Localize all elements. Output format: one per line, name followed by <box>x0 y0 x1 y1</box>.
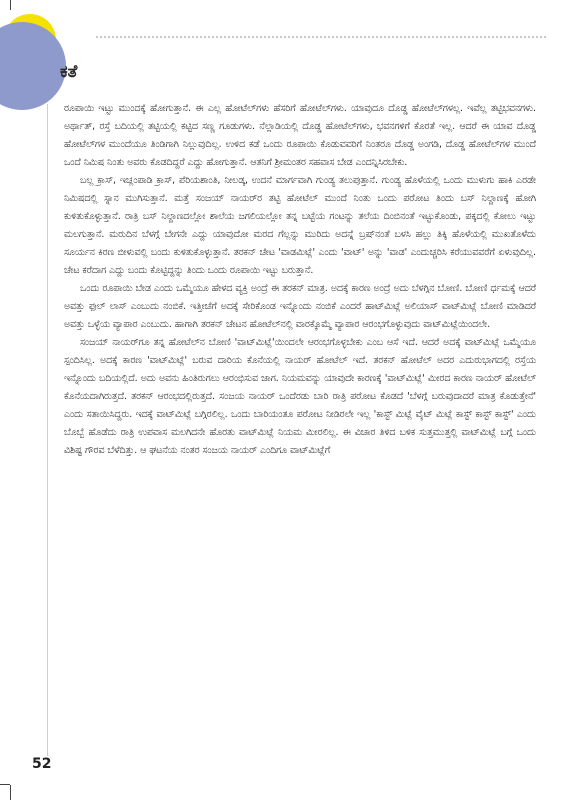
crop-mark-bottom-left-h <box>0 784 10 785</box>
paragraph-2: ಬಲ್ಲ ಕ್ರಾಸ್, ಇಚ್ಲಂಪಾಡಿ ಕ್ರಾಸ್, ಪೆರಿಯಶಾಂತಿ, ನೀಲಡ್ಕ, ಉದನೆ ಮಾರ್ಗವಾಗಿ ಗುಂಡ್ಯ ತಲುಪುತ್ತಾನೆ. ಗುಂಡ್ಯ ಹೊಳೆಯಲ್ಲಿ ಒಂದು ಮುಳುಗು ಹಾಕಿ ಎರಡೇ ನಿಮಿಷದಲ್ಲಿ ಸ್ನಾನ ಮುಗಿಸುತ್ತಾನೆ. ಮತ್ತೆ ಸಂಜಯ್ ನಾಯರ್‌ರ ತಟ್ಟಿ ಹೋಟೆಲ್ ಮುಂದೆ ನಿಂತು ಒಂದು ಪರೋಟ ತಿಂದು ಬಸ್ ನಿಲ್ದಾಣಕ್ಕೆ ಹೋಗಿ ಕುಳಿತುಕೊಳ್ಳುತ್ತಾನೆ. ರಾತ್ರಿ ಬಸ್ ನಿಲ್ದಾಣದಲ್ಲೋ ಶಾಲೆಯ ಜಗಲಿಯಲ್ಲೋ ತನ್ನ ಬಟ್ಟೆಯ ಗಂಟನ್ನು ತಲೆಯ ದಿಂಬಿನಂತೆ ಇಟ್ಟುಕೊಂಡು, ಪಕ್ಕದಲ್ಲಿ ಕೋಲು ಇಟ್ಟು ಮಲಗುತ್ತಾನೆ. ಮರುದಿನ ಬೆಳಗ್ಗೆ ಬೇಗನೇ ಎದ್ದು ಯಾವುದೋ ಮರದ ಗೆಲ್ಲನ್ನು ಮುರಿದು ಅದನ್ನೆ ಬ್ರಷ್‌ನಂತೆ ಬಳಸಿ ಹಲ್ಲು ತಿಕ್ಕಿ ಹೊಳೆಯಲ್ಲಿ ಮುಖತೊಳೆದು ಸೂರ್ಯನ ಕಿರಣ ಬೀಳುವಲ್ಲಿ ಬಂದು ಕುಳಿತುಕೊಳ್ಳುತ್ತಾನೆ. ತರಕನ್ ಚೇಟ 'ವಾಡಮಿಟ್ಲೆ' ಎಂದು 'ವಾಟ್' ಅನ್ನು 'ವಾಡ' ಎಂದುಚ್ಚರಿಸಿ ಕರೆಯುವವರೆಗೆ ಏಳುವುದಿಲ್ಲ. ಚೇಟ ಕರೆದಾಗ ಎದ್ದು ಬಂದು ಕೊಟ್ಟಿದ್ದನ್ನು ತಿಂದು ಒಂದು ರೂಪಾಯಿ ಇಟ್ಟು ಬರುತ್ತಾನೆ. <box>64 175 536 276</box>
article-body <box>64 100 536 460</box>
crop-mark-top-left <box>10 0 11 10</box>
blue-circle-graphic <box>0 22 66 110</box>
page-number: 52 <box>32 756 52 772</box>
paragraph-1: ರೂಪಾಯಿ ಇಟ್ಟು ಮುಂದಕ್ಕೆ ಹೋಗುತ್ತಾನೆ. ಈ ಎಲ್ಲ ಹೋಟೆಲ್‌ಗಳು ಹೆಸರಿಗೆ ಹೋಟೆಲ್‌ಗಳು. ಯಾವುದೂ ದೊಡ್ಡ ಹೋಟೆಲ್‌ಗಳಲ್ಲ. ಇವೆಲ್ಲ ತಟ್ಟಿಭವನಗಳು. ಅರ್ಥಾತ್, ರಸ್ತೆ ಬದಿಯಲ್ಲಿ ತಟ್ಟಿಯಲ್ಲಿ ಕಟ್ಟಿದ ಸಣ್ಣ ಗೂಡುಗಳು. ನೆಲ್ಲಾಡಿಯಲ್ಲಿ ದೊಡ್ಡ ಹೋಟೆಲ್‌ಗಳು, ಭವನಗಳಿಗೆ ಕೊರತೆ ಇಲ್ಲ. ಆದರೆ ಈ ಯಾವ ದೊಡ್ಡ ಹೋಟೆಲ್‌ಗಳ ಮುಂದೆಯೂ ತಿಂಡಿಗಾಗಿ ನಿಲ್ಲುವುದಿಲ್ಲ. ಉಳಿದ ಕಡೆ ಒಂದು ರೂಪಾಯಿ ಕೊಡುವವರಿಗೆ ನಿಂತರೂ ದೊಡ್ಡ ಅಂಗಡಿ, ದೊಡ್ಡ ಹೋಟೆಲ್‌ಗಳ ಮುಂದೆ ಒಂದೆ ನಿಮಿಷ ನಿಂತು ಅವರು ಕೊಡದಿದ್ದರೆ ಎದ್ದು ಹೋಗುತ್ತಾನೆ. ಆತನಿಗೆ ಶ್ರೀಮಂತರ ಸಹವಾಸ ಬೇಡ ಎಂದನ್ನಿಸಿರಬೇಕು. <box>64 103 536 168</box>
section-label: ಕತೆ <box>60 62 78 82</box>
crop-mark-bottom-left <box>10 785 11 800</box>
paragraph-4: ಸಂಜಯ್ ನಾಯರ್‌ಗೂ ತನ್ನ ಹೋಟೆಲ್‌ನ ಬೋಣಿ 'ವಾಟ್‌ಮಿಟ್ಲೆ'ಯಿಂದಲೇ ಆರಂಭಗೊಳ್ಳಬೇಕು ಎಂಬ ಆಸೆ ಇದೆ. ಆದರೆ ಅದಕ್ಕೆ ವಾಟ್‌ಮಿಟ್ಲೆ ಒಮ್ಮೆಯೂ ಸ್ಪಂದಿಸಿಲ್ಲ. ಅದಕ್ಕೆ ಕಾರಣ 'ವಾಟ್‌ಮಿಟ್ಲೆ' ಬರುವ ದಾರಿಯ ಕೊನೆಯಲ್ಲಿ ನಾಯರ್ ಹೋಟೆಲ್ ಇದೆ. ತರಕನ್ ಹೋಟೆಲ್ ಅದರ ಎದುರುಭಾಗದಲ್ಲಿ ರಸ್ತೆಯ ಇನ್ನೊಂದು ಬದಿಯಲ್ಲಿದೆ. ಅದು ಅವನು ಹಿಂತಿರುಗಲು ಆರಂಭಿಸುವ ಜಾಗ. ನಿಯಮವನ್ನು ಯಾವುದೇ ಕಾರಣಕ್ಕೆ 'ವಾಟ್‌ಮಿಟ್ಲೆ' ಮೀರದ ಕಾರಣ ನಾಯರ್ ಹೋಟೆಲ್ ಕೊನೆಯದಾಗಿರುತ್ತದೆ. ತರಕನ್ ಆರಂಭದಲ್ಲಿರುತ್ತದೆ. ಸಂಜಯ ನಾಯರ್ ಒಂದೆರಡು ಬಾರಿ ರಾತ್ರಿ ಪರೋಟ ಕೊಡದೆ 'ಬೆಳಗ್ಗೆ ಬರುವುದಾದರೆ ಮಾತ್ರ ಕೊಡುತ್ತೇನೆ' ಎಂದು ಸತಾಯಿಸಿದ್ದರು. ಇದಕ್ಕೆ ವಾಟ್‌ಮಿಟ್ಲೆ ಬಗ್ಗಿರಲಿಲ್ಲ. ಒಂದು ಬಾರಿಯಂತೂ ಪರೋಟ ನೀಡಿರಲೇ ಇಲ್ಲ 'ಕಾಸ್ಟ್ ಮಿಟ್ಲೆ ವೈಟ್ ಮಿಟ್ಲೆ ಕಾಸ್ಟ್ ಕಾಸ್ಟ್ ಕಾಸ್ಟ್' ಎಂದು ಬೊಬ್ಬೆ ಹೊಡೆದು ರಾತ್ರಿ ಉಪವಾಸ ಮಲಗಿದನೇ ಹೊರತು ವಾಟ್‌ಮಿಟ್ಲೆ ನಿಯಮ ಮೀರಲಿಲ್ಲ. ಈ ವಿಚಾರ ತಿಳಿದ ಬಳಿಕ ಸುತ್ತಮುತ್ತಲ್ಲಿ ವಾಟ್‌ಮಿಟ್ಲೆ ಬಗ್ಗೆ ಒಂದು ವಿಶಿಷ್ಟ ಗೌರವ ಬೆಳೆದಿತ್ತು. ಆ ಘಟನೆಯ ನಂತರ ಸಂಜಯ ನಾಯರ್ ಎಂದಿಗೂ ವಾಟ್‌ಮಿಟ್ಲೆಗೆ <box>64 337 536 456</box>
header-dotted-rule <box>96 36 546 38</box>
header-circles-graphic <box>0 0 110 110</box>
paragraph-3: ಒಂದು ರೂಪಾಯಿ ಬೇಡ ಎಂದು ಒಮ್ಮೆಯೂ ಹೇಳದ ವ್ಯಕ್ತಿ ಅಂದ್ರೆ ಈ ತರಕನ್ ಮಾತ್ರ. ಅದಕ್ಕೆ ಕಾರಣ ಅಂದ್ರೆ ಅದು ಬೆಳಗ್ಗಿನ ಬೋಣಿ. ಬೋಣಿ ರ್ಧಮಕ್ಕೆ ಆದರೆ ಅವತ್ತು ಫುಲ್ ಲಾಸ್ ಎಂಬುದು ನಂಬಿಕೆ. ಇತ್ತೀಚೆಗೆ ಅದಕ್ಕೆ ಸೇರಿಕೊಂಡ ಇನ್ನೊಂದು ನಂಬಿಕೆ ಎಂದರೆ ಹಾಟ್‌ಮಿಟ್ಲೆ ಅಲಿಯಾಸ್ ವಾಟ್‌ಮಿಟ್ಲೆ ಬೋಣಿ ಮಾಡಿದರೆ ಅವತ್ತು ಒಳ್ಳೆಯ ವ್ಯಾಪಾರ ಎಂಬುದು. ಹಾಗಾಗಿ ತರಕನ್ ಚೇಟನ ಹೋಟೆಲ್‌ನಲ್ಲಿ ವಾರಕ್ಕೊಮ್ಮೆ ವ್ಯಾಪಾರ ಆರಂಭಗೊಳ್ಳುವುದು ವಾಟ್‌ಮಿಟ್ಲೆಯಿಂದಲೇ. <box>64 283 536 330</box>
left-margin-rule <box>47 104 48 756</box>
